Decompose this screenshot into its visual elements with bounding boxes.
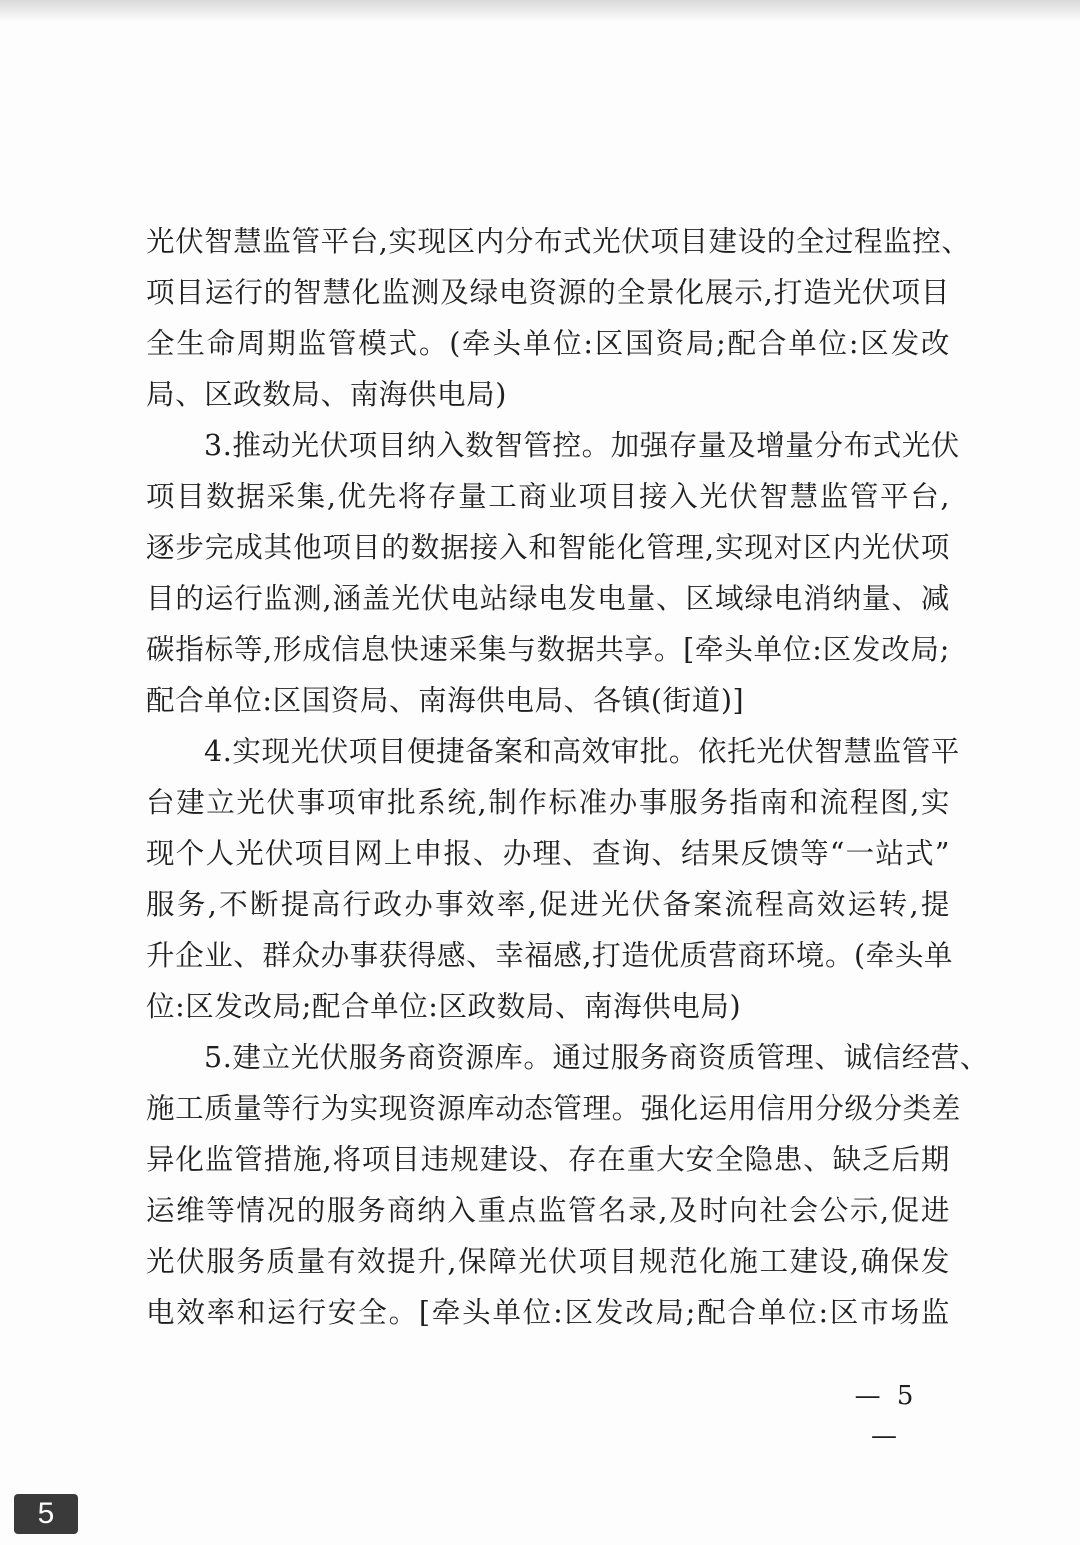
text-line: 服务,不断提高行政办事效率,促进光伏备案流程高效运转,提 — [146, 888, 950, 921]
text-line: 逐步完成其他项目的数据接入和智能化管理,实现对区内光伏项 — [146, 531, 950, 564]
text-line: 升企业、群众办事获得感、幸福感,打造优质营商环境。(牵头单 — [146, 939, 954, 972]
text-line: 施工质量等行为实现资源库动态管理。强化运用信用分级分类差 — [146, 1092, 961, 1125]
top-shadow — [0, 0, 1080, 22]
text-line: 局、区政数局、南海供电局) — [146, 378, 507, 411]
text-line: 3.推动光伏项目纳入数智管控。加强存量及增量分布式光伏 — [204, 429, 960, 462]
text-line: 位:区发改局;配合单位:区政数局、南海供电局) — [146, 990, 742, 1023]
text-line: 5.建立光伏服务商资源库。通过服务商资质管理、诚信经营、 — [204, 1041, 989, 1074]
text-line: 异化监管措施,将项目违规建设、存在重大安全隐患、缺乏后期 — [146, 1143, 950, 1176]
text-line: 项目数据采集,优先将存量工商业项目接入光伏智慧监管平台, — [146, 480, 950, 513]
text-line: 配合单位:区国资局、南海供电局、各镇(街道)] — [146, 684, 745, 717]
text-line: 全生命周期监管模式。(牵头单位:区国资局;配合单位:区发改 — [146, 327, 950, 360]
text-line: 运维等情况的服务商纳入重点监管名录,及时向社会公示,促进 — [146, 1194, 950, 1227]
text-line: 光伏服务质量有效提升,保障光伏项目规范化施工建设,确保发 — [146, 1245, 950, 1278]
text-line: 光伏智慧监管平台,实现区内分布式光伏项目建设的全过程监控、 — [146, 225, 971, 258]
body-text — [146, 216, 989, 1338]
page-index-badge: 5 — [14, 1494, 78, 1534]
page-number: — 5 — — [854, 1381, 918, 1451]
text-line: 现个人光伏项目网上申报、办理、查询、结果反馈等“一站式” — [146, 837, 950, 870]
text-line: 碳指标等,形成信息快速采集与数据共享。[牵头单位:区发改局; — [146, 633, 950, 666]
text-line: 4.实现光伏项目便捷备案和高效审批。依托光伏智慧监管平 — [204, 735, 960, 768]
text-line: 项目运行的智慧化监测及绿电资源的全景化展示,打造光伏项目 — [146, 276, 950, 309]
text-line: 电效率和运行安全。[牵头单位:区发改局;配合单位:区市场监 — [146, 1296, 950, 1329]
text-line: 台建立光伏事项审批系统,制作标准办事服务指南和流程图,实 — [146, 786, 950, 819]
text-line: 目的运行监测,涵盖光伏电站绿电发电量、区域绿电消纳量、减 — [146, 582, 950, 615]
